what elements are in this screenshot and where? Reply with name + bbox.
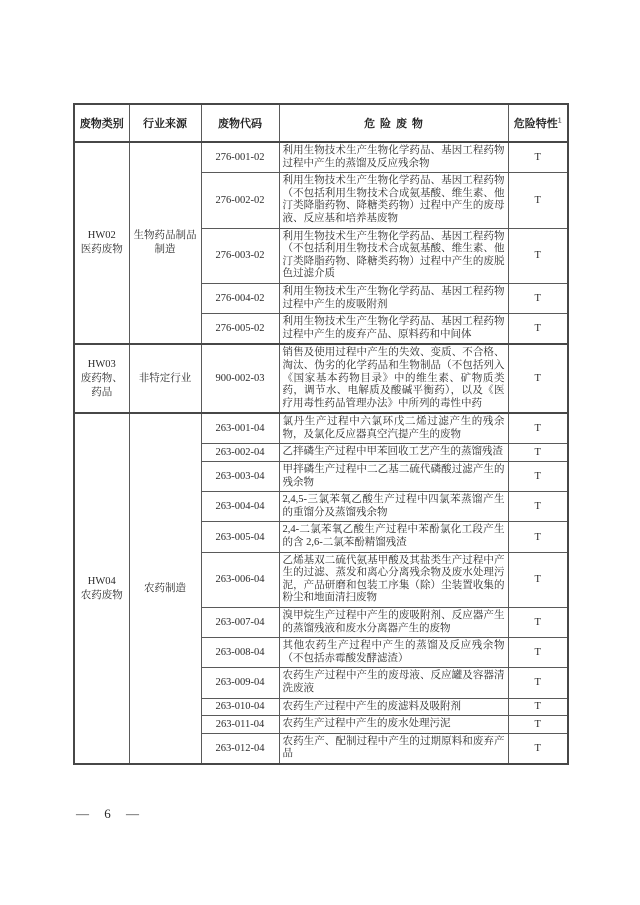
category-name: 废药物、药品 [80, 372, 123, 398]
footnote-marker: 1 [557, 117, 562, 125]
waste-code-cell: 263-007-04 [201, 608, 279, 638]
waste-code-cell: 263-008-04 [201, 638, 279, 668]
hazard-property-cell: T [508, 314, 568, 345]
hazardous-waste-description-cell: 利用生物技术生产生物化学药品、基因工程药物（不包括利用生物技术合成氨基酸、维生素、他汀类降脂药物、降糖类药物）过程中产生的废脱色过滤介质 [279, 228, 508, 283]
hazardous-waste-description-cell: 农药生产过程中产生的废母液、反应罐及容器清洗废液 [279, 668, 508, 698]
table-row [74, 142, 568, 173]
header-waste-code: 废物代码 [201, 104, 279, 142]
table-header-row [74, 104, 568, 142]
hazardous-waste-description-cell: 利用生物技术生产生物化学药品、基因工程药物过程中产生的蒸馏及反应残余物 [279, 142, 508, 173]
waste-code-cell: 263-009-04 [201, 668, 279, 698]
waste-code-cell: 263-002-04 [201, 444, 279, 462]
waste-code-cell: 263-010-04 [201, 698, 279, 716]
hazard-property-cell: T [508, 698, 568, 716]
hazardous-waste-table [73, 103, 569, 765]
hazardous-waste-description-cell: 氯丹生产过程中六氯环戊二烯过滤产生的残余物，及氯化反应器真空汽提产生的废物 [279, 413, 508, 444]
waste-table-body [74, 142, 568, 764]
hazard-property-cell: T [508, 552, 568, 607]
hazard-property-cell: T [508, 492, 568, 522]
waste-code-cell: 263-004-04 [201, 492, 279, 522]
waste-code-cell: 263-011-04 [201, 716, 279, 734]
hazardous-waste-description-cell: 2,4-二氯苯氧乙酸生产过程中苯酚氯化工段产生的含 2,6-二氯苯酚精馏残渣 [279, 522, 508, 552]
hazardous-waste-description-cell: 2,4,5-三氯苯氧乙酸生产过程中四氯苯蒸馏产生的重馏分及蒸馏残余物 [279, 492, 508, 522]
waste-code-cell: 900-002-03 [201, 344, 279, 413]
table-row [74, 413, 568, 444]
page-number: — 6 — [76, 806, 141, 821]
waste-code-cell: 276-003-02 [201, 228, 279, 283]
hazard-property-cell: T [508, 228, 568, 283]
category-name: 医药废物 [80, 244, 123, 256]
header-waste-category: 废物类别 [74, 104, 129, 142]
waste-code-cell: 276-001-02 [201, 142, 279, 173]
hazardous-waste-description-cell: 利用生物技术生产生物化学药品、基因工程药物过程中产生的废吸附剂 [279, 283, 508, 313]
hazardous-waste-description-cell: 乙烯基双二硫代氨基甲酸及其盐类生产过程中产生的过滤、蒸发和离心分离残余物及废水处理污泥，产品研磨和包装工序集（除）尘装置收集的粉尘和地面清扫废物 [279, 552, 508, 607]
waste-code-cell: 276-005-02 [201, 314, 279, 345]
hazard-property-cell: T [508, 668, 568, 698]
waste-code-cell: 263-006-04 [201, 552, 279, 607]
category-code: HW02 [87, 230, 116, 242]
category-code: HW03 [87, 358, 116, 370]
waste-code-cell: 263-005-04 [201, 522, 279, 552]
industry-source-cell: 非特定行业 [129, 344, 201, 413]
hazard-property-cell: T [508, 638, 568, 668]
waste-category-cell [74, 344, 129, 413]
hazardous-waste-description-cell: 利用生物技术生产生物化学药品、基因工程药物过程中产生的废弃产品、原料药和中间体 [279, 314, 508, 345]
waste-code-cell: 276-002-02 [201, 173, 279, 228]
hazard-property-cell: T [508, 462, 568, 492]
hazardous-waste-description-cell: 农药生产过程中产生的废滤料及吸附剂 [279, 698, 508, 716]
waste-code-cell: 263-003-04 [201, 462, 279, 492]
hazard-property-cell: T [508, 344, 568, 413]
header-industry-source: 行业来源 [129, 104, 201, 142]
header-hazardous-waste: 危险废物 [279, 104, 508, 142]
hazardous-waste-description-cell: 农药生产、配制过程中产生的过期原料和废弃产品 [279, 733, 508, 764]
hazard-property-cell: T [508, 444, 568, 462]
waste-category-cell [74, 142, 129, 344]
hazardous-waste-description-cell: 销售及使用过程中产生的失效、变质、不合格、淘汰、伪劣的化学药品和生物制品（不包括列入《国家基本药物目录》中的维生素、矿物质类药，调节水、电解质及酸碱平衡药），以及《医疗用毒性药品管理办法》中所列的毒性中药 [279, 344, 508, 413]
waste-code-cell: 263-001-04 [201, 413, 279, 444]
hazardous-waste-description-cell: 其他农药生产过程中产生的蒸馏及反应残余物（不包括赤霉酸发酵滤渣） [279, 638, 508, 668]
hazard-property-cell: T [508, 522, 568, 552]
hazardous-waste-description-cell: 甲拌磷生产过程中二乙基二硫代磷酸过滤产生的残余物 [279, 462, 508, 492]
hazard-property-cell: T [508, 283, 568, 313]
hazard-property-cell: T [508, 608, 568, 638]
hazard-property-cell: T [508, 173, 568, 228]
header-hazard-property [508, 104, 568, 142]
hazard-property-cell: T [508, 733, 568, 764]
hazard-property-cell: T [508, 142, 568, 173]
header-hazard-property-label: 危险特性 [513, 118, 558, 130]
hazardous-waste-description-cell: 溴甲烷生产过程中产生的废吸附剂、反应器产生的蒸馏残液和废水分离器产生的废物 [279, 608, 508, 638]
category-name: 农药废物 [80, 589, 123, 601]
table-row [74, 344, 568, 413]
category-code: HW04 [87, 575, 116, 587]
waste-code-cell: 263-012-04 [201, 733, 279, 764]
hazardous-waste-description-cell: 利用生物技术生产生物化学药品、基因工程药物（不包括利用生物技术合成氨基酸、维生素、他汀类降脂药物、降糖类药物）过程中产生的废母液、反应基和培养基废物 [279, 173, 508, 228]
hazard-property-cell: T [508, 413, 568, 444]
waste-category-cell [74, 413, 129, 764]
waste-code-cell: 276-004-02 [201, 283, 279, 313]
hazard-property-cell: T [508, 716, 568, 734]
hazardous-waste-description-cell: 乙拌磷生产过程中甲苯回收工艺产生的蒸馏残渣 [279, 444, 508, 462]
industry-source-cell: 农药制造 [129, 413, 201, 764]
industry-source-cell: 生物药品制品制造 [129, 142, 201, 344]
hazardous-waste-description-cell: 农药生产过程中产生的废水处理污泥 [279, 716, 508, 734]
